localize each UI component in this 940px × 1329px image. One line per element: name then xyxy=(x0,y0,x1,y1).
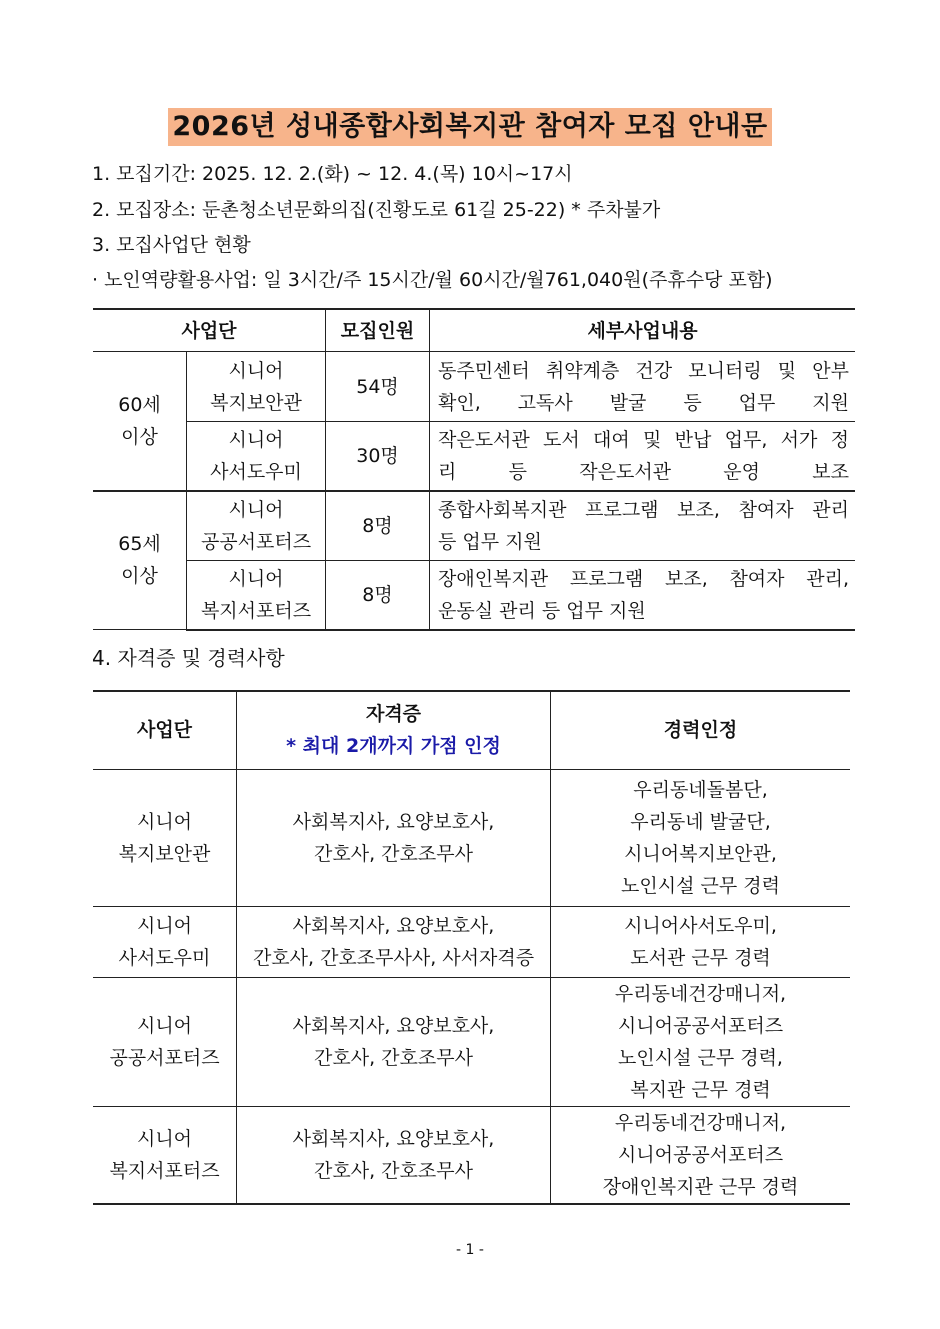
unit-name-line: 시니어 xyxy=(228,359,284,382)
unit-line: 사서도우미 xyxy=(118,946,211,969)
unit-cell xyxy=(93,769,237,906)
career-line: 노인시설 근무 경력, xyxy=(618,1046,783,1069)
detail-line: 리 등 작은도서관 운영 보조 xyxy=(438,460,849,483)
career-line: 우리동네건강매니저, xyxy=(614,1111,787,1134)
recruit-period: 1. 모집기간: 2025. 12. 2.(화) ~ 12. 4.(목) 10시~17시 xyxy=(92,163,573,185)
unit-name-cell xyxy=(187,422,326,491)
career-line: 시니어사서도우미, xyxy=(624,914,777,937)
cert-cell xyxy=(237,1106,551,1204)
unit-line: 복지보안관 xyxy=(118,842,211,865)
cert-line: 사회복지사, 요양보호사, xyxy=(292,1014,495,1037)
unit-name-line: 시니어 xyxy=(228,567,284,590)
detail-line: 작은도서관 도서 대여 및 반납 업무, 서가 정 xyxy=(438,428,849,451)
count-cell: 54명 xyxy=(326,352,430,422)
detail-cell xyxy=(430,352,856,422)
detail-line: 확인, 고독사 발굴 등 업무 지원 xyxy=(438,391,849,414)
cert-cell xyxy=(237,769,551,906)
cert-cell xyxy=(237,906,551,977)
detail-line: 종합사회복지관 프로그램 보조, 참여자 관리 xyxy=(438,498,849,521)
table-row xyxy=(93,977,850,1106)
detail-line: 등 업무 지원 xyxy=(438,530,542,553)
age-group-cell xyxy=(93,352,187,491)
career-line: 도서관 근무 경력 xyxy=(630,946,771,969)
unit-name-cell xyxy=(187,561,326,630)
detail-cell xyxy=(430,491,856,561)
table-row xyxy=(93,906,850,977)
detail-cell xyxy=(430,561,856,630)
header-cert-note: * 최대 2개까지 가점 인정 xyxy=(286,735,501,758)
unit-name-line: 복지보안관 xyxy=(210,391,302,414)
age-line: 60세 xyxy=(118,393,161,416)
career-cell xyxy=(551,769,851,906)
count-cell: 30명 xyxy=(326,422,430,491)
qualification-heading: 4. 자격증 및 경력사항 xyxy=(92,646,285,670)
table-row xyxy=(93,352,855,422)
career-line: 시니어복지보안관, xyxy=(624,842,777,865)
unit-name-line: 사서도우미 xyxy=(210,460,302,483)
title-wrap xyxy=(0,108,940,146)
page-number: - 1 - xyxy=(456,1242,484,1258)
career-line: 시니어공공서포터즈 xyxy=(617,1143,784,1166)
career-line: 우리동네돌봄단, xyxy=(633,778,768,801)
unit-cell xyxy=(93,977,237,1106)
header-unit: 사업단 xyxy=(93,691,237,769)
unit-name-line: 시니어 xyxy=(228,428,284,451)
cert-line: 간호사, 간호조무사사, 사서자격증 xyxy=(252,946,535,969)
age-line: 65세 xyxy=(118,533,161,556)
unit-name-line: 복지서포터즈 xyxy=(200,599,312,622)
header-cert xyxy=(237,691,551,769)
count-cell: 8명 xyxy=(326,561,430,630)
cert-line: 사회복지사, 요양보호사, xyxy=(292,810,495,833)
header-career: 경력인정 xyxy=(551,691,851,769)
age-line: 이상 xyxy=(121,565,158,588)
career-cell xyxy=(551,906,851,977)
unit-name-line: 공공서포터즈 xyxy=(200,530,312,553)
table-header-row xyxy=(93,309,855,352)
header-detail: 세부사업내용 xyxy=(430,309,856,352)
unit-line: 복지서포터즈 xyxy=(109,1159,220,1182)
qualification-table xyxy=(93,690,850,1205)
unit-line: 공공서포터즈 xyxy=(109,1046,220,1069)
detail-cell xyxy=(430,422,856,491)
recruit-units-table xyxy=(93,308,855,631)
program-conditions: · 노인역량활용사업: 일 3시간/주 15시간/월 60시간/월761,040원(주휴수당 포함) xyxy=(92,269,773,291)
table-row xyxy=(93,491,855,561)
table-row xyxy=(93,1106,850,1204)
unit-name-line: 시니어 xyxy=(228,498,284,521)
unit-cell xyxy=(93,1106,237,1204)
unit-line: 시니어 xyxy=(136,810,193,833)
cert-line: 간호사, 간호조무사 xyxy=(314,1159,473,1182)
career-line: 복지관 근무 경력 xyxy=(630,1078,771,1101)
career-line: 우리동네 발굴단, xyxy=(630,810,771,833)
table-row xyxy=(93,769,850,906)
detail-line: 장애인복지관 프로그램 보조, 참여자 관리, xyxy=(438,567,849,590)
count-cell: 8명 xyxy=(326,491,430,561)
unit-line: 시니어 xyxy=(136,1127,193,1150)
career-cell xyxy=(551,977,851,1106)
career-line: 시니어공공서포터즈 xyxy=(617,1014,784,1037)
cert-line: 사회복지사, 요양보호사, xyxy=(292,1127,495,1150)
unit-name-cell xyxy=(187,491,326,561)
age-line: 이상 xyxy=(121,425,158,448)
cert-line: 간호사, 간호조무사 xyxy=(314,842,473,865)
table-row xyxy=(93,561,855,630)
career-line: 우리동네건강매니저, xyxy=(614,982,787,1005)
recruit-place: 2. 모집장소: 둔촌청소년문화의집(진황도로 61길 25-22) * 주차불가 xyxy=(92,199,661,221)
unit-cell xyxy=(93,906,237,977)
unit-line: 시니어 xyxy=(136,914,193,937)
career-line: 장애인복지관 근무 경력 xyxy=(602,1175,799,1198)
detail-line: 운동실 관리 등 업무 지원 xyxy=(438,599,646,622)
detail-line: 동주민센터 취약계층 건강 모니터링 및 안부 xyxy=(438,359,849,382)
career-line: 노인시설 근무 경력 xyxy=(621,874,780,897)
table-row xyxy=(93,422,855,491)
unit-line: 시니어 xyxy=(136,1014,193,1037)
table-header-row xyxy=(93,691,850,769)
header-unit: 사업단 xyxy=(93,309,326,352)
page-title: 2026년 성내종합사회복지관 참여자 모집 안내문 xyxy=(168,108,771,146)
cert-line: 간호사, 간호조무사 xyxy=(314,1046,473,1069)
recruit-units-heading: 3. 모집사업단 현황 xyxy=(92,234,251,256)
career-cell xyxy=(551,1106,851,1204)
header-cert-label: 자격증 xyxy=(365,703,422,726)
cert-line: 사회복지사, 요양보호사, xyxy=(292,914,495,937)
unit-name-cell xyxy=(187,352,326,422)
cert-cell xyxy=(237,977,551,1106)
age-group-cell xyxy=(93,491,187,630)
header-count: 모집인원 xyxy=(326,309,430,352)
